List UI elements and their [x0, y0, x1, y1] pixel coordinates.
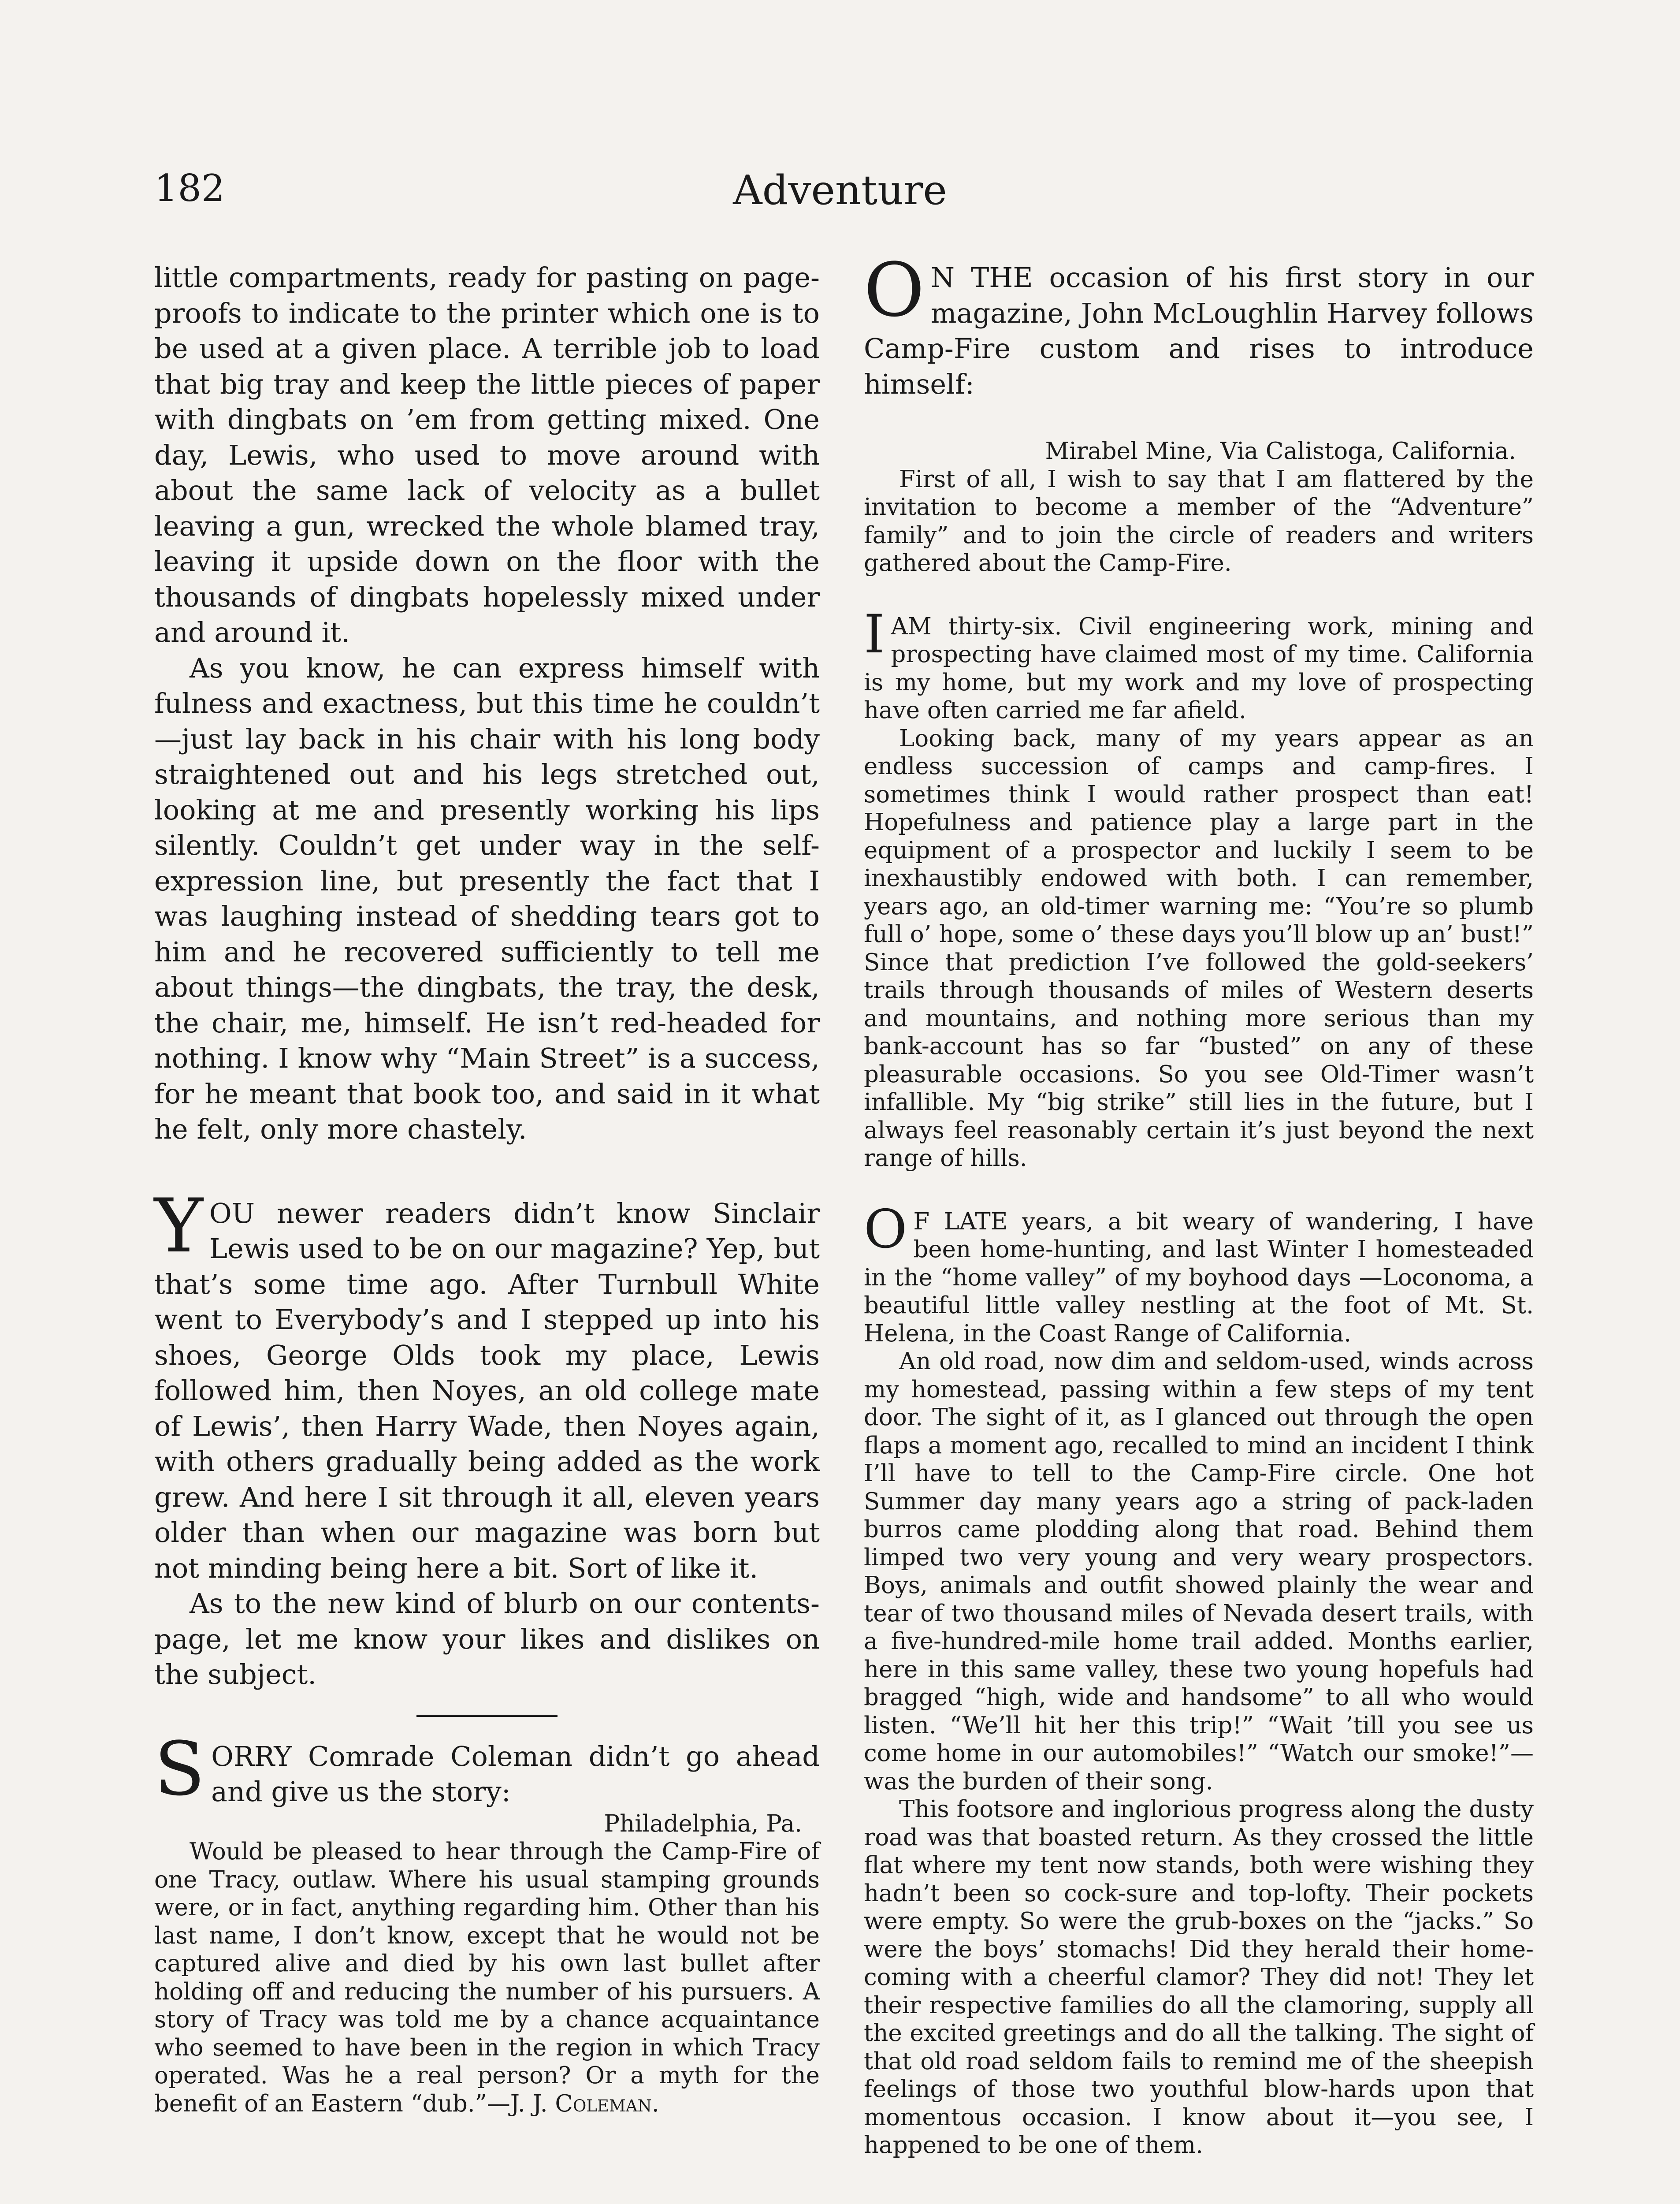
- letter-paragraph-dropcap: O F LATE years, a bit weary of wandering, I have been home-hunting, and last Winter I homesteaded in the “home valley” of my boyhood days —Loconoma, a beautiful little valley nestling at the foot of Mt. St. Helena, in the Coast Range of California.: [864, 1199, 1534, 1347]
- paragraph: As you know, he can express himself with fulness and exactness, but this time he couldn’t—just lay back in his chair with his long body straightened out and his legs stretched out, looking at me and presently working his lips silently. Couldn’t get under way in the self-expression line, but presently the fact that I was laughing instead of shedding tears got to him and he recovered sufficiently to tell me about things—the dingbats, the tray, the desk, the chair, me, himself. He isn’t red-headed for nothing. I know why “Main Street” is a success, for he meant that book too, and said in it what he felt, only more chastely.: [154, 652, 820, 1145]
- paragraph-dropcap: SORRY Comrade Coleman didn’t go ahead and give us the story:: [154, 1725, 820, 1812]
- letter-dateline: Mirabel Mine, Via Calistoga, California.: [1045, 438, 1516, 465]
- drop-cap: S: [154, 1725, 205, 1812]
- drop-cap: I: [864, 603, 885, 665]
- right-column: [864, 247, 1534, 2159]
- letter-dateline: Philadelphia, Pa.: [604, 1810, 802, 1837]
- letter-paragraph: An old road, now dim and seldom-used, winds across my homestead, passing within a few steps of my tent door. The sight of it, as I glanced out through the open flaps a moment ago, recalled to mind an incident I think I’ll have to tell to the Camp-Fire circle. One hot Summer day many years ago a string of pack-laden burros came plodding along that road. Behind them limped two very young and very weary prospectors. Boys, animals and outfit showed plainly the wear and tear of two thousand miles of Nevada desert trails, with a five-hundred-mile home trail added. Months earlier, here in this same valley, these two young hopefuls had bragged “high, wide and handsome” to all who would listen. “We’ll hit her this trip!” “Wait ’till you see us come home in our automobiles!” “Watch our smoke!”—was the burden of their song.: [864, 1348, 1534, 1795]
- section-divider: [416, 1715, 558, 1717]
- paragraph: little compartments, ready for pasting on page-proofs to indicate to the printer which one is to be used at a given place. A terrible job to load that big tray and keep the little pieces of paper with dingbats on ’em from getting mixed. One day, Lewis, who used to move around with about the same lack of velocity as a bullet leaving a gun, wrecked the whole blamed tray, leaving it upside down on the floor with the thousands of dingbats hopelessly mixed under and around it.: [154, 261, 820, 648]
- letter-paragraph: First of all, I wish to say that I am flattered by the invitation to become a member of the “Adventure” family” and to join the circle of readers and writers gathered about the Camp-Fire.: [864, 465, 1534, 577]
- letter-paragraph: This footsore and inglorious progress along the dusty road was that boasted return. As they crossed the little flat where my tent now stands, both were wishing they hadn’t been so cock-sure and top-lofty. Their pockets were empty. So were the grub-boxes on the “jacks.” So were the boys’ stomachs! Did they herald their home-coming with a cheerful clamor? They did not! They let their respective families do all the clamoring, supply all the excited greetings and do all the talking. The sight of that old road seldom fails to remind me of the sheepish feelings of those two youthful blow-hards upon that momentous occasion. I know about it—you see, I happened to be one of them.: [864, 1796, 1534, 2159]
- page-number: 182: [154, 167, 225, 210]
- paragraph-dropcap: O N THE occasion of his first story in our magazine, John McLoughlin Harvey follows Camp-Fire custom and rises to introduce himself:: [864, 247, 1534, 400]
- letter-paragraph-dropcap: IAM thirty-six. Civil engineering work, mining and prospecting have claimed most of my time. California is my home, but my work and my love of prospecting have often carried me far afield.: [864, 603, 1534, 724]
- letter-signature: J. J. Coleman.: [510, 2090, 659, 2117]
- left-column: [154, 260, 820, 2118]
- drop-cap: O: [864, 247, 925, 333]
- letter-body: Would be pleased to hear through the Camp-Fire of one Tracy, outlaw. Where his usual stamping grounds were, or in fact, anything regarding him. Other than his last name, I don’t know, except that he would not be captured alive and died by his own last bullet after holding off and reducing the number of his pursuers. A story of Tracy was told me by a chance acquaintance who seemed to have been in the region in which Tracy operated. Was he a real person? Or a myth for the benefit of an Eastern “dub.”—J. J. Coleman.: [154, 1838, 820, 2117]
- drop-cap: O: [864, 1199, 907, 1260]
- paragraph-dropcap: YOU newer readers didn’t know Sinclair Lewis used to be on our magazine? Yep, but that’s some time ago. After Turnbull White went to Everybody’s and I stepped up into his shoes, George Olds took my place, Lewis followed him, then Noyes, an old college mate of Lewis’, then Harry Wade, then Noyes again, with others gradually being added as the work grew. And here I sit through it all, eleven years older than when our magazine was born but not minding being here a bit. Sort of like it.: [154, 1182, 820, 1584]
- paragraph: As to the new kind of blurb on our contents-page, let me know your likes and dislikes on the subject.: [154, 1587, 820, 1690]
- running-title: Adventure: [733, 167, 947, 214]
- drop-cap: Y: [154, 1182, 203, 1269]
- letter-paragraph: Looking back, many of my years appear as an endless succession of camps and camp-fires. I sometimes think I would rather prospect than eat! Hopefulness and patience play a large part in the equipment of a prospector and luckily I seem to be inexhaustibly endowed with both. I can remember, years ago, an old-timer warning me: “You’re so plumb full o’ hope, some o’ these days you’ll blow up an’ bust!” Since that prediction I’ve followed the gold-seekers’ trails through thousands of miles of Western deserts and mountains, and nothing more serious than my bank-account has so far “busted” on any of these pleasurable occasions. So you see Old-Timer wasn’t infallible. My “big strike” still lies in the future, but I always feel reasonably certain it’s just beyond the next range of hills.: [864, 725, 1534, 1172]
